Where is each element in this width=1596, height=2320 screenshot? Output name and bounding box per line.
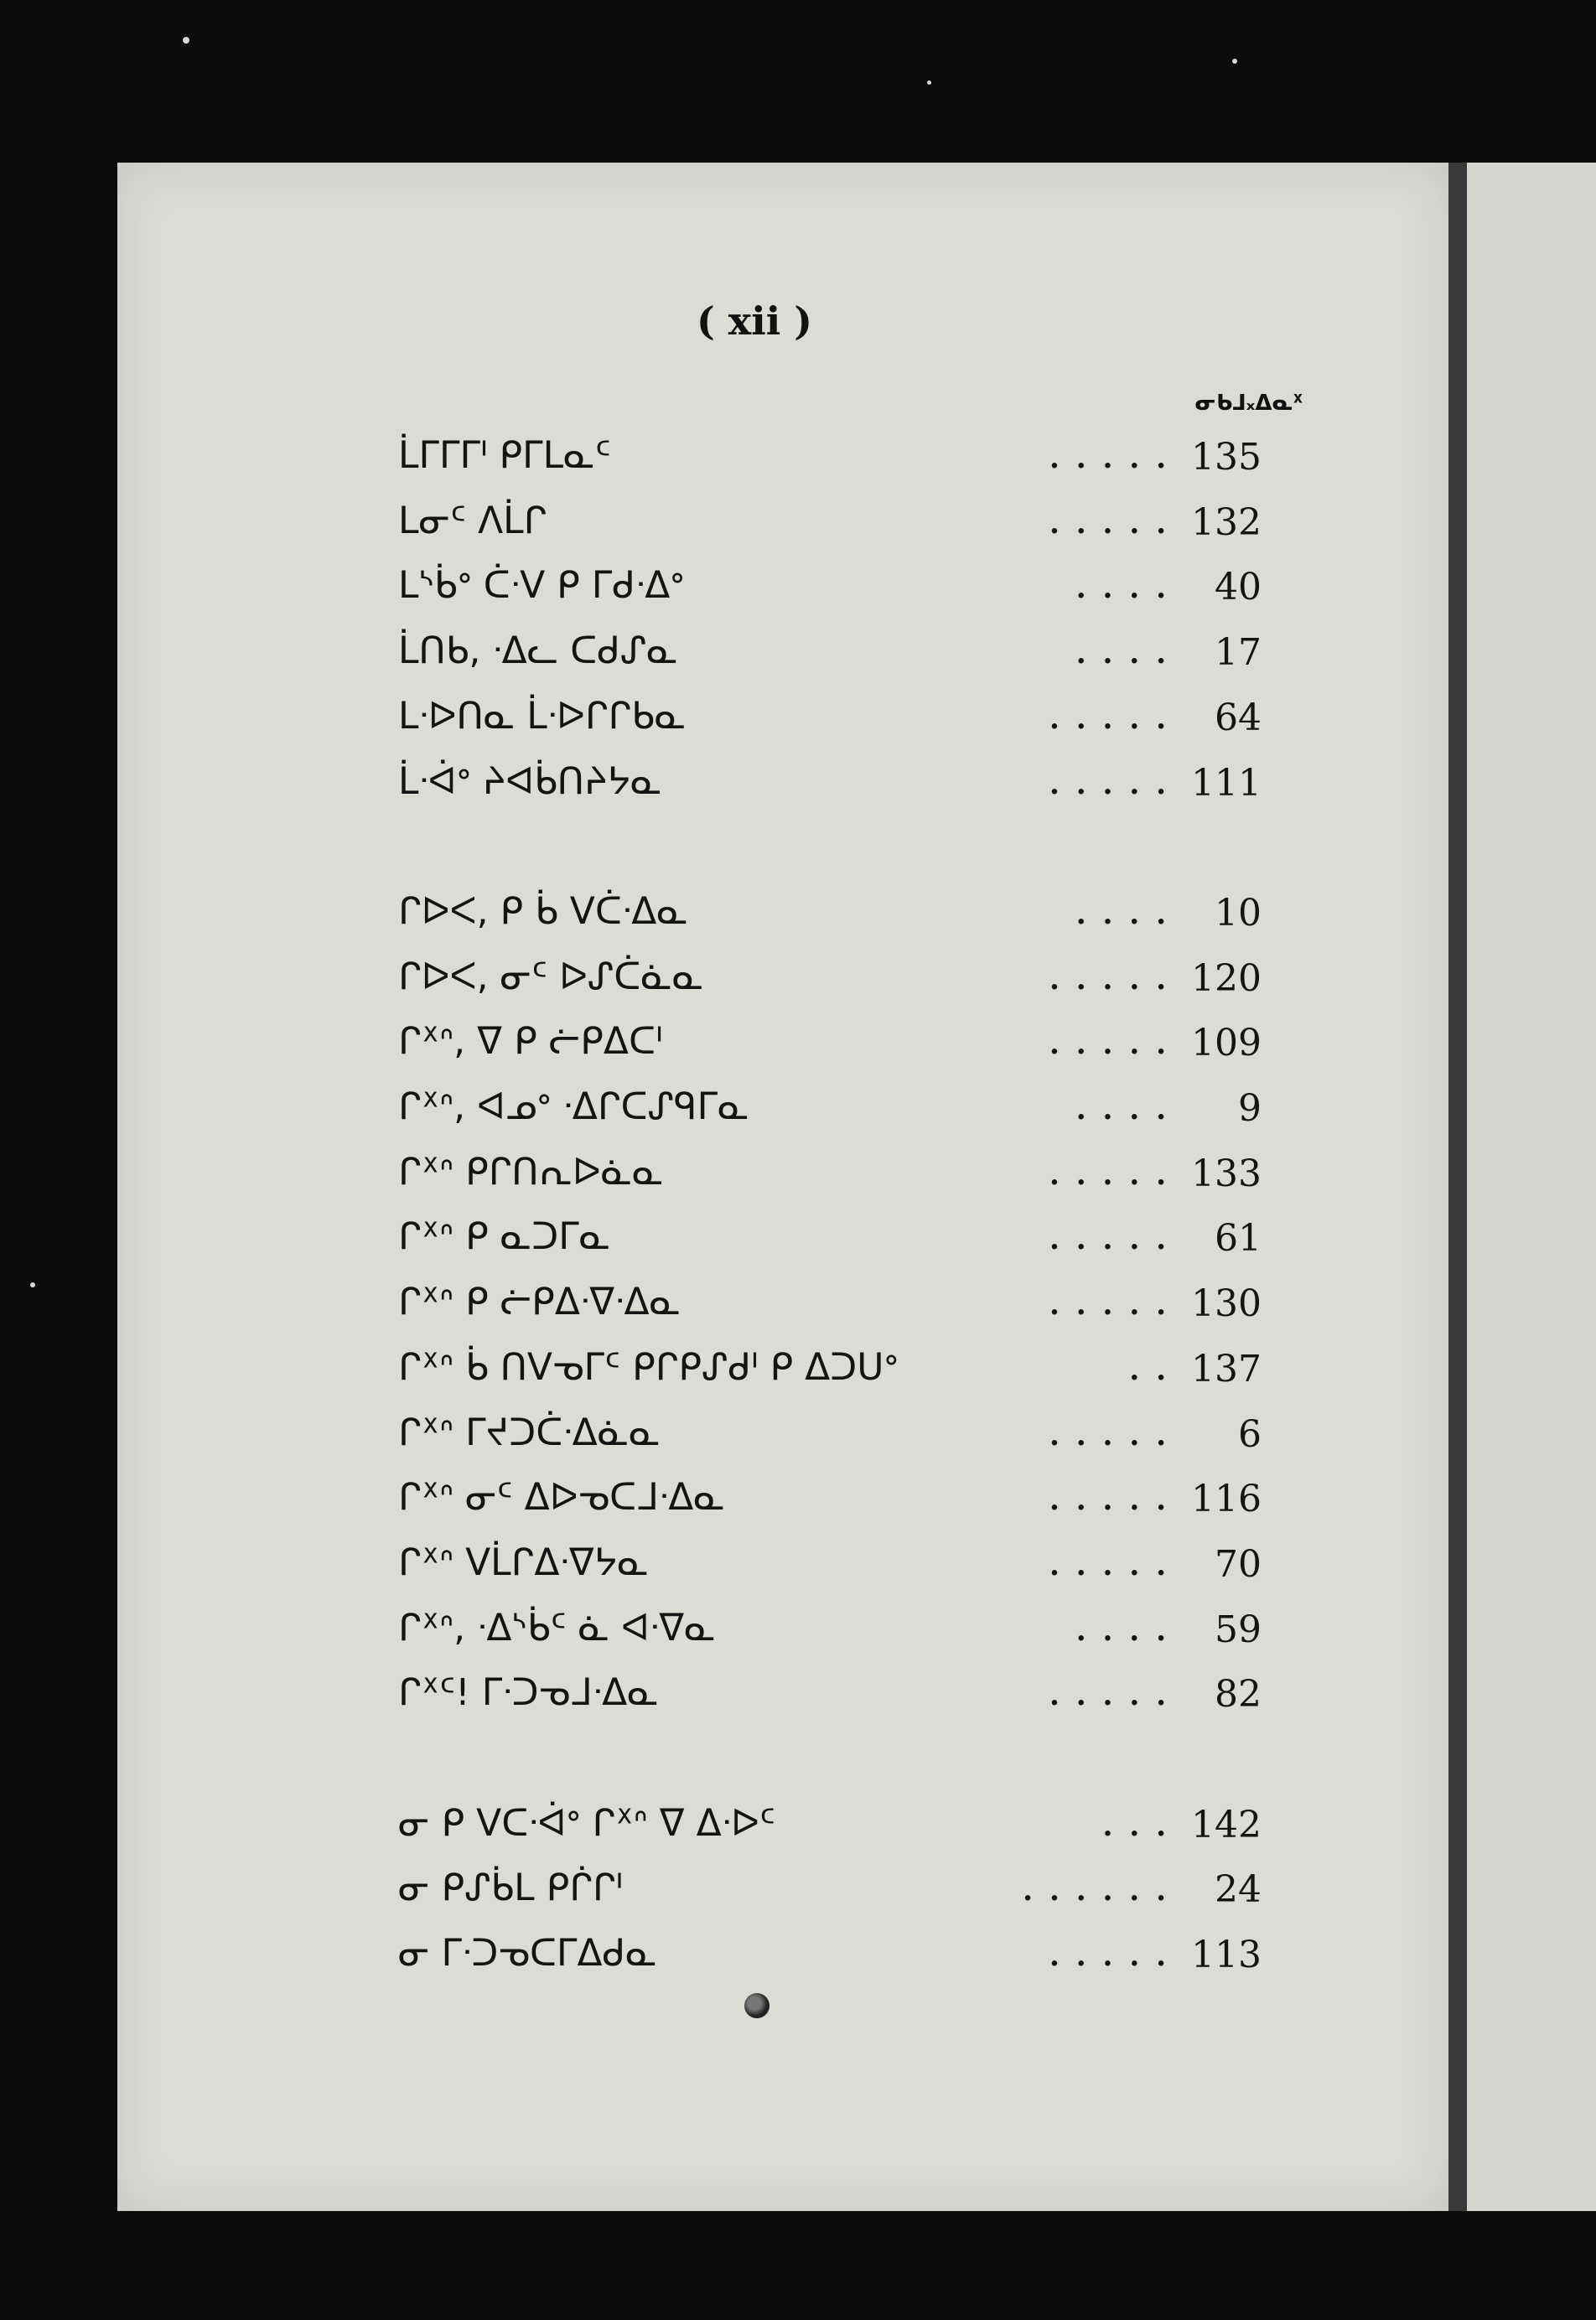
dot-leaders: . . . . .	[1047, 1146, 1168, 1194]
entry-page-number: 142	[1191, 1804, 1262, 1846]
dot-leaders: . . . . . .	[1021, 1862, 1168, 1910]
dot-leaders: . . . . .	[1047, 755, 1168, 804]
entry-title: ᒋᐅᐸ, ᓂᑦ ᐅᔑᑖᓈᓇ	[398, 955, 704, 998]
dust-speck	[30, 1282, 35, 1287]
entry-title: ᓂ ᒥᐧᑐᓀᑕᒥᐃᑯᓇ	[398, 1932, 657, 1975]
dot-leaders: . . . . .	[1047, 1471, 1168, 1520]
toc-entry	[398, 885, 1262, 940]
toc-entry	[398, 1927, 1262, 1982]
page-column-heading: ᓂᑲᒧ᙮ᐃᓇᕽ	[1194, 391, 1303, 416]
book-gutter	[1448, 163, 1467, 2211]
ornament-mark	[744, 1993, 770, 2018]
dot-leaders: . . . .	[1074, 1602, 1168, 1650]
dot-leaders: . . . . .	[1047, 1015, 1168, 1064]
dot-leaders: . . . . .	[1047, 429, 1168, 478]
entry-page-number: 133	[1191, 1152, 1262, 1195]
entry-title: ᒪᓂᑦ ᐱᒫᒋ	[398, 500, 547, 542]
entry-page-number: 40	[1215, 566, 1262, 608]
toc-entry	[398, 1666, 1262, 1722]
entry-page-number: 135	[1191, 436, 1262, 479]
dot-leaders: . . . . .	[1047, 1210, 1168, 1259]
section-spacer	[398, 1737, 1262, 1787]
dot-leaders: . . .	[1101, 1797, 1168, 1846]
entry-title: ᒫᒥᒥᒥᑊ ᑭᒥᒪᓇᑦ	[398, 434, 611, 477]
entry-title: ᓂ ᑭ ᐯᑕᐧᐋᐤ ᒋᕽᐢ ᐁ ᐃᐧᐅᑦ	[398, 1802, 775, 1845]
dot-leaders: . . . .	[1074, 559, 1168, 608]
dot-leaders: . . . . .	[1047, 1666, 1168, 1715]
toc-entry	[398, 755, 1262, 810]
toc-entry	[398, 559, 1262, 614]
dot-leaders: . . . .	[1074, 624, 1168, 673]
dot-leaders: . . . . .	[1047, 950, 1168, 999]
entry-title: ᒫᑎᑲ, ᐧᐃᓚ ᑕᑯᔑᓇ	[398, 629, 678, 672]
dot-leaders: . . . .	[1074, 1080, 1168, 1129]
dust-speck	[183, 37, 189, 44]
dot-leaders: . . . . .	[1047, 1276, 1168, 1324]
entry-title: ᒋᕽᐢ, ᐧᐃᔅᑳᑦ ᓈ ᐊᐧᐁᓇ	[398, 1607, 716, 1649]
entry-page-number: 137	[1191, 1348, 1262, 1390]
entry-page-number: 9	[1238, 1087, 1262, 1130]
entry-page-number: 6	[1238, 1413, 1262, 1456]
toc-entry	[398, 950, 1262, 1006]
entry-title: ᒪᐧᐅᑎᓇ ᒫᐧᐅᒋᒋᑲᓇ	[398, 695, 687, 738]
toc-entry	[398, 495, 1262, 550]
toc-entry	[398, 624, 1262, 680]
entry-page-number: 70	[1215, 1543, 1262, 1586]
entry-title: ᒋᕽᐢ ᑭᒋᑎᕆᐅᓈᓇ	[398, 1151, 664, 1194]
toc-entry	[398, 1862, 1262, 1917]
entry-title: ᓂ ᑭᔑᑳᒪ ᑭᒌᒋᑊ	[398, 1867, 623, 1909]
toc-entry	[398, 1080, 1262, 1136]
toc-entry	[398, 690, 1262, 745]
entry-title: ᒪᔅᑳᐤ ᑖᐧᐯ ᑭ ᒥᑯᐧᐃᐤ	[398, 564, 685, 607]
dot-leaders: . . . .	[1074, 885, 1168, 934]
dot-leaders: . . . . .	[1047, 1536, 1168, 1585]
entry-page-number: 109	[1191, 1022, 1262, 1064]
entry-title: ᒋᕽᐢ ᑭ ᓖᑭᐃᐧᐁᐧᐃᓇ	[398, 1281, 681, 1323]
entry-title: ᒫᐧᐋᐤ ᔨᐊᑳᑎᔨᔭᓇ	[398, 760, 662, 803]
entry-page-number: 61	[1215, 1217, 1262, 1260]
toc-entry	[398, 1015, 1262, 1070]
entry-page-number: 64	[1215, 697, 1262, 739]
facing-page-edge	[1467, 163, 1596, 2211]
dust-speck	[1232, 59, 1237, 64]
toc-entry	[398, 1602, 1262, 1657]
entry-title: ᒋᕽᑦ! ᒥᐧᑐᓀᒧᐧᐃᓇ	[398, 1671, 659, 1714]
entry-title: ᒋᕽᐢ, ᐁ ᑭ ᓖᑭᐃᑕᑊ	[398, 1020, 663, 1063]
toc-entry	[398, 1471, 1262, 1526]
toc-entry	[398, 1797, 1262, 1852]
entry-title: ᒋᕽᐢ ᒥᔪᑐᑖᐧᐃᓈᓇ	[398, 1411, 661, 1454]
dot-leaders: . . . . .	[1047, 1406, 1168, 1455]
dot-leaders: . . . . .	[1047, 1927, 1168, 1976]
entry-title: ᒋᕽᐢ ᑳ ᑎᐯᓀᒥᑦ ᑭᒋᑭᔑᑯᑊ ᑭ ᐃᑐᑌᐤ	[398, 1346, 899, 1389]
entry-title: ᒋᕽᐢ ᐯᒫᒋᐃᐧᐁᔭᓇ	[398, 1541, 649, 1584]
entry-page-number: 17	[1215, 631, 1262, 674]
dot-leaders: . . . . .	[1047, 690, 1168, 738]
dot-leaders: . .	[1127, 1341, 1168, 1390]
entry-title: ᒋᐅᐸ, ᑭ ᑳ ᐯᑖᐧᐃᓇ	[398, 890, 688, 933]
entry-page-number: 132	[1191, 501, 1262, 544]
entry-page-number: 59	[1215, 1608, 1262, 1651]
toc-entry	[398, 429, 1262, 484]
toc-entry	[398, 1210, 1262, 1266]
entry-title: ᒋᕽᐢ, ᐊᓄᐤ ᐧᐃᒋᑕᔑᑫᒥᓇ	[398, 1085, 749, 1128]
section-spacer	[398, 825, 1262, 875]
entry-page-number: 82	[1215, 1673, 1262, 1716]
entry-page-number: 24	[1215, 1868, 1262, 1911]
toc-entry	[398, 1536, 1262, 1592]
entry-page-number: 10	[1215, 892, 1262, 935]
dot-leaders: . . . . .	[1047, 495, 1168, 543]
toc-entry	[398, 1146, 1262, 1201]
folio-text: ( xii )	[697, 298, 812, 344]
toc-entry	[398, 1341, 1262, 1396]
entry-page-number: 111	[1191, 762, 1262, 805]
entry-title: ᒋᕽᐢ ᓂᑦ ᐃᐅᓀᑕᒧᐧᐃᓇ	[398, 1476, 725, 1519]
dust-speck	[927, 80, 931, 85]
entry-title: ᒋᕽᐢ ᑭ ᓇᑐᒥᓇ	[398, 1215, 611, 1258]
entry-page-number: 113	[1191, 1934, 1262, 1976]
entry-page-number: 116	[1191, 1478, 1262, 1520]
entry-page-number: 130	[1191, 1282, 1262, 1325]
toc-entry	[398, 1406, 1262, 1462]
entry-page-number: 120	[1191, 957, 1262, 1000]
toc-entry	[398, 1276, 1262, 1331]
